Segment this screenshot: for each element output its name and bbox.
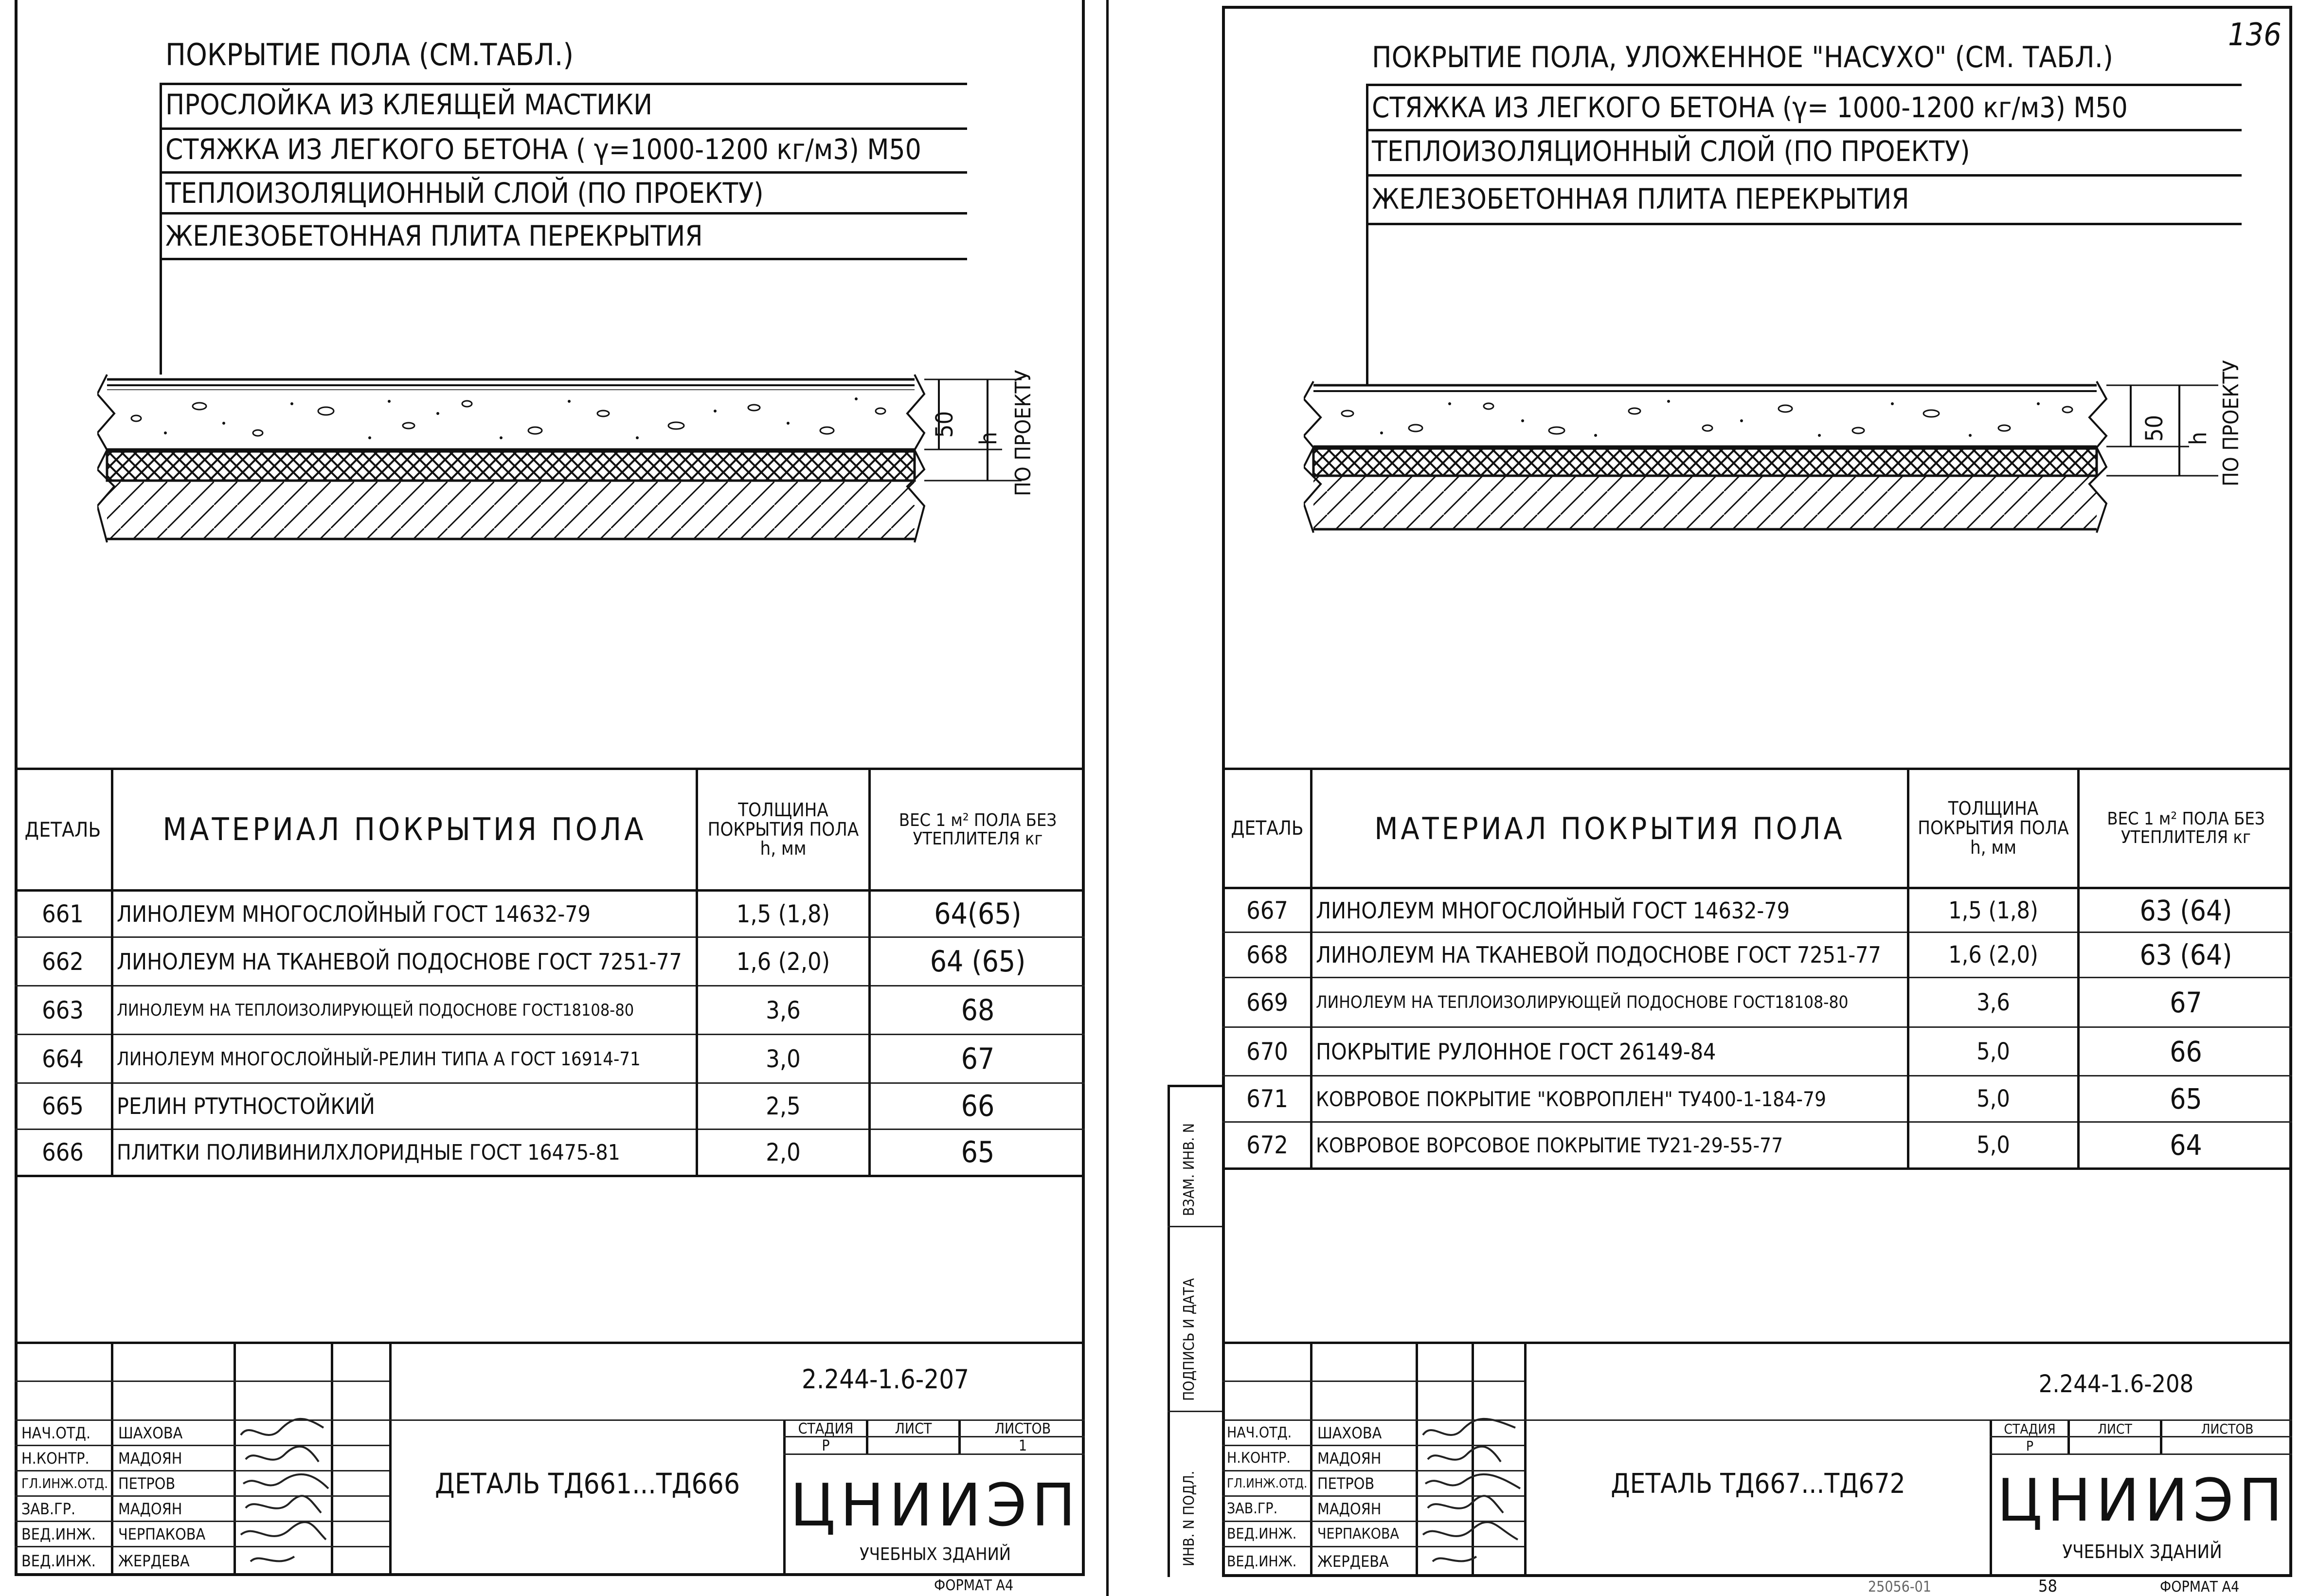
weight-value: 67 xyxy=(2170,986,2202,1019)
detail-number: 669 xyxy=(1246,988,1288,1017)
detail-number: 671 xyxy=(1246,1085,1288,1113)
dim-h: h xyxy=(2185,431,2212,445)
tb-line xyxy=(1990,1453,2292,1455)
floor-section-drawing xyxy=(1304,375,2218,540)
stage-value: Р xyxy=(2026,1438,2034,1453)
dim-50: 50 xyxy=(2141,415,2168,442)
tb-line xyxy=(783,1436,1085,1437)
material-name: ЛИНОЛЕУМ НА ТЕПЛОИЗОЛИРУЮЩЕЙ ПОДОСНОВЕ ГОСТ18108-80 xyxy=(1316,992,1849,1012)
layer-line-mastic xyxy=(160,127,967,130)
dim-h-label: ПО ПРОЕКТУ xyxy=(2219,360,2244,486)
org-subtitle: УЧЕБНЫХ ЗДАНИЙ xyxy=(2062,1541,2222,1562)
org-subtitle: УЧЕБНЫХ ЗДАНИЙ xyxy=(859,1544,1011,1564)
signer-name: ЧЕРПАКОВА xyxy=(1317,1525,1399,1542)
stage-label: СТАДИЯ xyxy=(798,1421,854,1436)
layer-label-screed: СТЯЖКА ИЗ ЛЕГКОГО БЕТОНА (γ= 1000-1200 кг/м3) М50 xyxy=(1372,91,2128,124)
role-label: ВЕД.ИНЖ. xyxy=(21,1524,96,1543)
tb-line xyxy=(783,1453,1085,1455)
dim-h-label: ПО ПРОЕКТУ xyxy=(1011,370,1036,496)
thickness-value: 3,6 xyxy=(766,996,801,1024)
thickness-value: 1,5 (1,8) xyxy=(736,900,830,928)
sheet-value: 1 xyxy=(1018,1438,1027,1453)
signer-name: МАДОЯН xyxy=(118,1449,182,1468)
thickness-value: 1,6 (2,0) xyxy=(736,947,830,976)
header-detail: ДЕТАЛЬ xyxy=(24,818,101,842)
thickness-value: 2,5 xyxy=(766,1092,801,1120)
leader-line xyxy=(1366,84,1368,385)
detail-number: 670 xyxy=(1246,1037,1288,1066)
table-bottom-border xyxy=(1222,1167,2292,1170)
detail-number: 672 xyxy=(1246,1131,1288,1159)
layer-label-insulation: ТЕПЛОИЗОЛЯЦИОННЫЙ СЛОЙ (ПО ПРОЕКТУ) xyxy=(1372,135,1970,168)
role-label: ЗАВ.ГР. xyxy=(21,1499,76,1518)
title-block-top xyxy=(1222,1342,2292,1344)
weight-value: 64(65) xyxy=(934,897,1022,931)
layer-label-mastic: ПРОСЛОЙКА ИЗ КЛЕЯЩЕЙ МАСТИКИ xyxy=(165,88,653,121)
material-name: ЛИНОЛЕУМ НА ТКАНЕВОЙ ПОДОСНОВЕ ГОСТ 7251-77 xyxy=(1316,942,1881,968)
signer-name: ШАХОВА xyxy=(118,1423,183,1442)
org-logo: ЦНИИЭП xyxy=(1997,1467,2287,1535)
sheets-label: ЛИСТОВ xyxy=(994,1421,1051,1436)
title-block-top xyxy=(15,1342,1085,1344)
format-label: ФОРМАТ А4 xyxy=(934,1577,1014,1594)
thickness-value: 3,6 xyxy=(1977,988,2010,1016)
bottom-number: 58 xyxy=(2038,1577,2057,1596)
table-bottom-border xyxy=(15,1175,1085,1177)
role-label: Н.КОНТР. xyxy=(1227,1450,1291,1467)
header-weight: ВЕС 1 м² ПОЛА БЕЗ УТЕПЛИТЕЛЯ кг xyxy=(898,810,1057,849)
signatures xyxy=(1418,1401,1525,1576)
header-thickness: ТОЛЩИНА ПОКРЫТИЯ ПОЛА h, мм xyxy=(1918,798,2069,858)
material-name: ЛИНОЛЕУМ МНОГОСЛОЙНЫЙ ГОСТ 14632-79 xyxy=(1316,897,1790,924)
signer-name: ЖЕРДЕВА xyxy=(118,1551,190,1570)
material-name: КОВРОВОЕ ПОКРЫТИЕ "КОВРОПЛЕН" ТУ400-1-184-79 xyxy=(1316,1087,1827,1111)
drawing-title: ДЕТАЛЬ ТД667...ТД672 xyxy=(1611,1468,1905,1500)
leader-line xyxy=(160,83,162,375)
layer-label-covering: ПОКРЫТИЕ ПОЛА, УЛОЖЕННОЕ "НАСУХО" (СМ. ТАБЛ.) xyxy=(1372,40,2113,74)
signatures xyxy=(236,1401,333,1576)
sheets-label: ЛИСТОВ xyxy=(2201,1421,2254,1436)
material-name: ЛИНОЛЕУМ НА ТЕПЛОИЗОЛИРУЮЩЕЙ ПОДОСНОВЕ ГОСТ18108-80 xyxy=(117,1000,634,1020)
tb-line xyxy=(15,1381,389,1382)
role-label: Н.КОНТР. xyxy=(21,1449,90,1468)
layer-label-screed: СТЯЖКА ИЗ ЛЕГКОГО БЕТОНА ( γ=1000-1200 кг/м3) М50 xyxy=(165,133,921,166)
role-label: НАЧ.ОТД. xyxy=(21,1423,91,1442)
weight-value: 68 xyxy=(961,993,995,1027)
material-name: ПЛИТКИ ПОЛИВИНИЛХЛОРИДНЫЕ ГОСТ 16475-81 xyxy=(117,1140,620,1165)
weight-value: 64 xyxy=(2170,1129,2202,1162)
layer-line-covering xyxy=(160,83,967,85)
thickness-value: 2,0 xyxy=(766,1138,801,1166)
role-label: НАЧ.ОТД. xyxy=(1227,1424,1292,1441)
weight-value: 66 xyxy=(961,1089,995,1123)
material-name: ПОКРЫТИЕ РУЛОННОЕ ГОСТ 26149-84 xyxy=(1316,1038,1716,1065)
floor-section-drawing xyxy=(97,365,1022,550)
weight-value: 65 xyxy=(961,1135,995,1169)
material-name: ЛИНОЛЕУМ НА ТКАНЕВОЙ ПОДОСНОВЕ ГОСТ 7251-77 xyxy=(117,948,682,975)
org-logo: ЦНИИЭП xyxy=(790,1471,1080,1540)
header-thickness: ТОЛЩИНА ПОКРЫТИЯ ПОЛА h, мм xyxy=(707,799,859,860)
divider-line xyxy=(1106,0,1109,1596)
thickness-value: 1,5 (1,8) xyxy=(1948,897,2038,924)
material-name: РЕЛИН РТУТНОСТОЙКИЙ xyxy=(117,1093,375,1119)
material-name: ЛИНОЛЕУМ МНОГОСЛОЙНЫЙ ГОСТ 14632-79 xyxy=(117,901,591,927)
layer-label-slab: ЖЕЛЕЗОБЕТОННАЯ ПЛИТА ПЕРЕКРЫТИЯ xyxy=(1372,182,1909,215)
role-label: ЗАВ.ГР. xyxy=(1227,1500,1278,1517)
stamp-inv-podl: ИНВ. N ПОДЛ. xyxy=(1181,1470,1198,1566)
role-label: ГЛ.ИНЖ.ОТД. xyxy=(1227,1476,1308,1491)
stage-label: СТАДИЯ xyxy=(2004,1421,2056,1436)
role-label: ВЕД.ИНЖ. xyxy=(1227,1525,1297,1542)
role-label: ГЛ.ИНЖ.ОТД. xyxy=(21,1475,108,1491)
weight-value: 63 (64) xyxy=(2139,938,2232,971)
thickness-value: 5,0 xyxy=(1977,1038,2010,1065)
signer-name: ПЕТРОВ xyxy=(1317,1474,1375,1493)
detail-number: 663 xyxy=(42,996,84,1024)
role-label: ВЕД.ИНЖ. xyxy=(1227,1553,1297,1570)
layer-line-screed xyxy=(1366,129,2242,131)
stamp-podpis: ПОДПИСЬ И ДАТА xyxy=(1181,1278,1198,1401)
material-name: КОВРОВОЕ ВОРСОВОЕ ПОКРЫТИЕ ТУ21-29-55-77 xyxy=(1316,1133,1783,1157)
stamp-line xyxy=(1168,1085,1222,1087)
thickness-value: 1,6 (2,0) xyxy=(1948,941,2038,968)
header-material: МАТЕРИАЛ ПОКРЫТИЯ ПОЛА xyxy=(162,811,647,848)
signer-name: ШАХОВА xyxy=(1317,1423,1382,1442)
signer-name: ЖЕРДЕВА xyxy=(1317,1552,1389,1571)
layer-line-slab xyxy=(1366,223,2242,225)
dim-h: h xyxy=(975,431,1002,445)
role-label: ВЕД.ИНЖ. xyxy=(21,1551,96,1570)
sheet-label: ЛИСТ xyxy=(895,1421,932,1436)
header-material: МАТЕРИАЛ ПОКРЫТИЯ ПОЛА xyxy=(1374,810,1845,846)
drawing-code: 2.244-1.6-207 xyxy=(801,1363,970,1395)
layer-label-slab: ЖЕЛЕЗОБЕТОННАЯ ПЛИТА ПЕРЕКРЫТИЯ xyxy=(165,219,703,252)
signer-name: МАДОЯН xyxy=(1317,1499,1382,1518)
weight-value: 64 (65) xyxy=(930,944,1026,979)
right-sheet xyxy=(1109,0,2300,1596)
detail-number: 662 xyxy=(42,947,84,976)
layer-line-insulation xyxy=(160,212,967,215)
bottom-code: 25056-01 xyxy=(1868,1578,1931,1596)
layer-line-insulation xyxy=(1366,174,2242,177)
dim-50: 50 xyxy=(931,411,958,438)
stamp-vzam: ВЗАМ. ИНВ. N xyxy=(1181,1123,1198,1216)
signer-name: МАДОЯН xyxy=(118,1499,182,1518)
tb-line xyxy=(1222,1381,1524,1382)
drawing-title: ДЕТАЛЬ ТД661...ТД666 xyxy=(434,1467,740,1500)
layer-label-insulation: ТЕПЛОИЗОЛЯЦИОННЫЙ СЛОЙ (ПО ПРОЕКТУ) xyxy=(165,177,764,210)
sheet-label: ЛИСТ xyxy=(2098,1421,2132,1436)
detail-number: 668 xyxy=(1246,941,1288,969)
format-label: ФОРМАТ А4 xyxy=(2160,1578,2240,1596)
thickness-value: 5,0 xyxy=(1977,1085,2010,1112)
weight-value: 65 xyxy=(2170,1082,2202,1115)
layer-line-slab xyxy=(160,258,967,260)
stamp-line xyxy=(1168,1226,1222,1227)
layer-line-screed xyxy=(160,171,967,174)
left-sheet xyxy=(0,0,1119,1596)
tb-line xyxy=(1990,1436,2292,1437)
layer-line-covering xyxy=(1366,84,2242,86)
detail-number: 667 xyxy=(1246,896,1288,925)
weight-value: 67 xyxy=(961,1041,995,1076)
sheet-value xyxy=(2162,1438,2292,1453)
thickness-value: 5,0 xyxy=(1977,1131,2010,1159)
stage-value: Р xyxy=(822,1438,830,1453)
material-name: ЛИНОЛЕУМ МНОГОСЛОЙНЫЙ-РЕЛИН ТИПА А ГОСТ 16914-71 xyxy=(117,1048,641,1070)
detail-number: 664 xyxy=(42,1044,84,1073)
detail-number: 661 xyxy=(42,900,84,928)
stamp-line xyxy=(1168,1411,1222,1412)
page-number: 136 xyxy=(2228,17,2282,53)
header-weight: ВЕС 1 м² ПОЛА БЕЗ УТЕПЛИТЕЛЯ кг xyxy=(2107,809,2265,847)
layer-label-covering: ПОКРЫТИЕ ПОЛА (СМ.ТАБЛ.) xyxy=(165,37,574,72)
detail-number: 665 xyxy=(42,1092,84,1120)
detail-number: 666 xyxy=(42,1138,84,1166)
stamp-col xyxy=(1168,1085,1170,1577)
header-detail: ДЕТАЛЬ xyxy=(1231,817,1304,840)
thickness-value: 3,0 xyxy=(766,1044,801,1073)
signer-name: МАДОЯН xyxy=(1317,1449,1382,1468)
drawing-code: 2.244-1.6-208 xyxy=(2038,1370,2194,1398)
weight-value: 66 xyxy=(2170,1035,2202,1068)
signer-name: ПЕТРОВ xyxy=(118,1474,176,1493)
signer-name: ЧЕРПАКОВА xyxy=(118,1524,206,1543)
weight-value: 63 (64) xyxy=(2139,894,2232,927)
